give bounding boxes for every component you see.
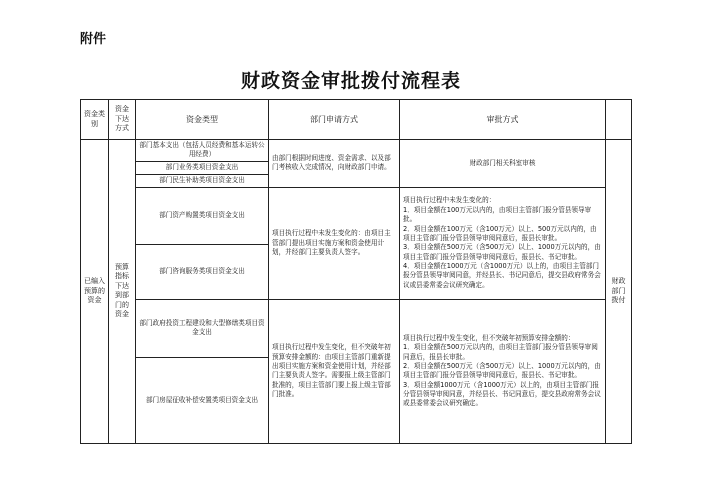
header-approval-method: 审批方式	[400, 100, 606, 140]
dept-application-cell: 项目执行过程中未发生变化的：由项目主管部门提出项目实施方案和资金使用计划，并经部门主要负责人签字。	[269, 187, 400, 299]
fund-type-cell: 部门基本支出（包括人员经费和基本运转公用经费）	[136, 140, 269, 162]
dept-application-cell: 由部门根据时间进度、资金需求、以及部门考核收入完成情况，向财政部门申请。	[269, 140, 400, 188]
fund-type-cell: 部门资产购置类项目资金支出	[136, 187, 269, 244]
approval-flow-table	[80, 99, 632, 444]
header-dept-application: 部门申请方式	[269, 100, 400, 140]
header-fund-type: 资金类型	[136, 100, 269, 140]
payment-method-cell: 财政部门拨付	[606, 140, 632, 444]
table-row	[81, 299, 632, 357]
table-row	[81, 140, 632, 162]
fund-type-cell: 部门政府投资工程建设和大型修缮类项目资金支出	[136, 299, 269, 357]
approval-method-cell: 项目执行过程中发生变化，但不突破年初预算安排金额的： 1．项目金额在500万元以内的，由项目主管部门报分管县领导审阅同意后，报县长审批。 2．项目金额在500万元（含500万元）以上、1000万元以内的，由项目主管部门报分管县领导审阅同意后，报县长、书记审批。 3．项目金额1000万元（含1000万元）以上的，由项目主管部门报分管县领导审阅同意，并经县长、书记同意后，提交县政府常务会议或县委常委会议研究确定。	[400, 299, 606, 443]
fund-type-cell: 部门房屋征收补偿安置类项目资金支出	[136, 357, 269, 443]
header-fund-category: 资金类别	[81, 100, 109, 140]
fund-type-cell: 部门咨询服务类项目资金支出	[136, 244, 269, 299]
fund-type-cell: 部门业务类项目资金支出	[136, 161, 269, 174]
table-header-row	[81, 100, 632, 140]
table-row	[81, 187, 632, 244]
approval-method-cell: 财政部门相关科室审核	[400, 140, 606, 188]
fund-type-cell: 部门民生补助类项目资金支出	[136, 174, 269, 187]
issue-method-cell: 预算指标下达到部门的资金	[109, 140, 136, 444]
attachment-label: 附件	[80, 32, 107, 47]
fund-category-cell: 已编入预算的资金	[81, 140, 109, 444]
header-last	[606, 100, 632, 140]
header-issue-method: 资金下达方式	[109, 100, 136, 140]
dept-application-cell: 项目执行过程中发生变化，但不突破年初预算安排金额的：由项目主管部门重新提出项目实施方案和资金使用计划，并经部门主要负责人签字。需要报上级主管部门批准的，项目主管部门要上报上级主管部门批准。	[269, 299, 400, 443]
approval-method-cell: 项目执行过程中未发生变化的： 1．项目金额在100万元以内的，由项目主管部门报分管县领导审批。 2．项目金额在100万元（含100万元）以上、500万元以内的，由项目主管部门报分管县领导审阅同意后，报县长审批。 3．项目金额在500万元（含500万元）以上、1000万元以内的，由项目主管部门报分管县领导审阅同意后，报县长、书记审批。 4．项目金额在1000万元（含1000万元）以上的，由项目主管部门报分管县领导审阅同意，并经县长、书记同意后，提交县政府常务会议或县委常委会议研究确定。	[400, 187, 606, 299]
page-title: 财政资金审批拨付流程表	[240, 70, 461, 92]
